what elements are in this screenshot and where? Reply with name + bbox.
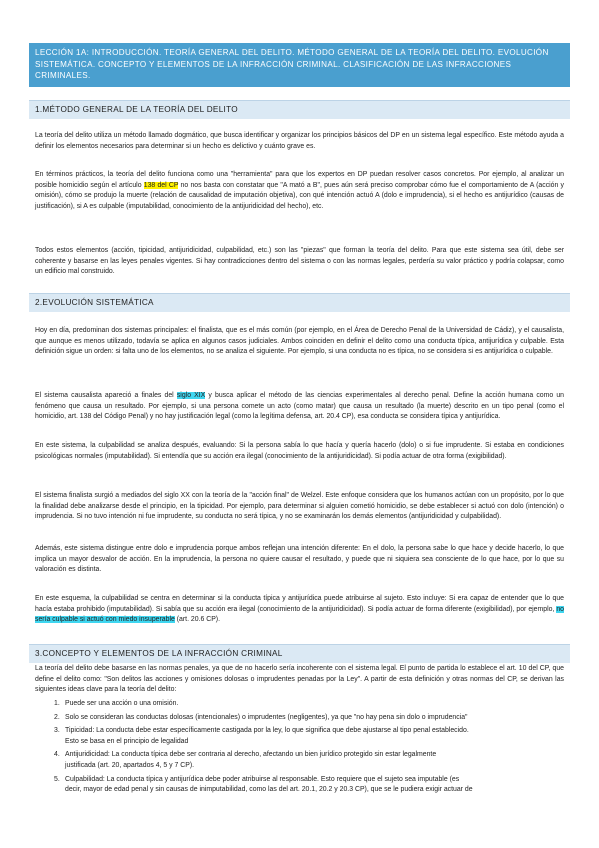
list-item-line: Solo se consideran las conductas dolosas (intencionales) o imprudentes (negligentes), ya que "no hay pena sin dolo o imprudencia": [65, 713, 468, 721]
section3-paragraph-1: La teoría del delito debe basarse en las normas penales, ya que de no hacerlo sería incoherente con el sistema legal. El punto de partida lo establece el art. 10 del CP, que define el delito como: "Son delitos las acciones y omisiones dolosas o imprudentes penadas por la Ley". A partir de esta definición y otras normas del CP, se derivan las siguientes ideas clave para la teoría del delito:: [35, 665, 564, 694]
list-item-line: Antijuridicidad: La conducta típica debe ser contraria al derecho, afectando un bien jurídico protegido sin estar legalmente: [65, 751, 437, 759]
section1-paragraph-2: [35, 170, 564, 212]
section1-p2-text-a: En términos prácticos, la teoría del delito funciona como una "herramienta" para que los expertos en DP puedan resolver casos concretos. Por ejemplo, al analizar un posible homicidio según el artículo: [35, 171, 564, 189]
section-heading-2: 2.EVOLUCIÓN SISTEMÁTICA: [29, 293, 570, 312]
list-item-number: 5.: [54, 775, 60, 783]
section2-paragraph-3: En este sistema, la culpabilidad se analiza después, evaluando: Si la persona sabía lo que hacía y quería hacerlo (dolo) o si fue imprudente. Si estaba en condiciones psicológicas normales (imputabilidad). Si entendía que su acción era ilegal (conocimiento de la antijuridicidad). Si podía actuar de otra forma (exigibilidad).: [35, 442, 564, 460]
list-item-line: Puede ser una acción o una omisión.: [65, 700, 179, 707]
highlight-siglo-xix: siglo XIX: [176, 392, 206, 399]
section2-p2-text-a: El sistema causalista apareció a finales del: [35, 392, 177, 399]
section1-p2-text-b: no nos basta con constatar que "A mató a B", pues aún será preciso comprobar cómo fue el comportamiento de A (acción y omisión), cómo se produjo la muerte (relación de causalidad de imputación objetiva), con qué intención actuó A (dolo e imprudencia), si el hecho es antijurídico (causas de justificación), si A es culpable (imputabilidad, conocimiento de la antijuridicidad del hecho), etc.: [35, 181, 565, 210]
section-heading-3: 3.CONCEPTO Y ELEMENTOS DE LA INFRACCIÓN CRIMINAL: [29, 644, 570, 663]
list-item: [35, 699, 564, 710]
section1-paragraph-1: La teoría del delito utiliza un método llamado dogmático, que busca identificar y organizar los principios básicos del DP en un sistema legal específico. Este método ayuda a definir los elementos necesarios para determinar si un hecho es delictivo y cuánto grave es.: [35, 132, 564, 150]
list-item-number: 2.: [54, 713, 60, 721]
list-item-line: decir, mayor de edad penal y sin causas de inimputabilidad, como las del art. 20.1, 20.2 y 20.3 CP), que se le pudiera exigir actuar de: [65, 786, 473, 794]
lesson-title: LECCIÓN 1A: INTRODUCCIÓN. TEORÍA GENERAL DEL DELITO. MÉTODO GENERAL DE LA TEORÍA DEL DELITO. EVOLUCIÓN SISTEMÁTICA. CONCEPTO Y ELEMENTOS DE LA INFRACCIÓN CRIMINAL. CLASIFICACIÓN DE LAS INFRACCIONES CRIMINALES.: [29, 43, 570, 87]
section2-paragraph-6: [35, 594, 564, 626]
elements-list: [35, 699, 564, 796]
section2-p6-text-b: (art. 20.6 CP).: [174, 616, 220, 624]
list-item-number: 4.: [54, 751, 60, 759]
list-item-line: justificada (art. 20, apartados 4, 5 y 7 CP).: [65, 761, 195, 769]
list-item-number: 1.: [54, 700, 60, 707]
list-item: [35, 713, 564, 724]
section2-p2-text-b: y busca aplicar el método de las ciencias experimentales al derecho penal. Define la acción humana como un fenómeno que causa un resultado. Por ejemplo, si una persona comete un acto (como matar) que causa un resultado (la muerte) descrito en un tipo penal (como el homicidio, art. 138 del Código Penal) y no hay justificación legal (como la legítima defensa, art. 20.4 CP), esa conducta se considera típica y antijurídica.: [35, 392, 564, 421]
list-item: [35, 775, 564, 796]
section1-paragraph-3: Todos estos elementos (acción, tipicidad, antijuridicidad, culpabilidad, etc.) son las "piezas" que forman la teoría del delito. Para que este sistema sea útil, debe ser coherente y basarse en las leyes penales vigentes. Si hay contradicciones dentro del sistema o con las normas legales, perdería su valor práctico y podría colapsar, como un edificio mal construido.: [35, 247, 564, 276]
section2-paragraph-1: Hoy en día, predominan dos sistemas principales: el finalista, que es el más común (por ejemplo, en el Área de Derecho Penal de la Universidad de Cádiz), y el causalista, que aunque es menos utilizado, todavía se aplica en algunos casos judiciales. Ambos coinciden en definir el delito como una conducta típica, antijurídica y culpable. Esta definición sigue un orden: si falta uno de los elementos, no se analiza el siguiente. Por ejemplo, si una conducta no es típica, no se considera si es antijurídica o culpable.: [35, 327, 564, 356]
list-item: [35, 726, 564, 747]
highlight-article-138: 138 del CP: [143, 181, 179, 189]
highlight-miedo-insuperable: no sería culpable si actuó con miedo insuperable: [35, 605, 564, 624]
list-item-line: Esto se basa en el principio de legalidad: [65, 737, 189, 745]
section2-paragraph-5: Además, este sistema distingue entre dolo e imprudencia porque ambos reflejan una intención diferente: En el dolo, la persona sabe lo que hace y decide hacerlo, lo que implica un mayor desvalor de acción. En la imprudencia, la persona no quiere causar el resultado, y puede que ni siquiera sea consciente de lo que hace, por lo que su valoración es distinta.: [35, 545, 564, 574]
list-item-line: Tipicidad: La conducta debe estar específicamente castigada por la ley, lo que significa que debe ajustarse al tipo penal establecido.: [65, 727, 469, 735]
section2-paragraph-4: El sistema finalista surgió a mediados del siglo XX con la teoría de la "acción final" de Welzel. Este enfoque considera que los humanos actúan con un propósito, por lo que la finalidad debe analizarse desde el principio, en la tipicidad. Por ejemplo, para determinar si alguien cometió homicidio, se debe establecer si actuó con dolo (intención) o imprudencia. Si no tuvo intención ni fue imprudente, su conducta no será típica, y no se examinarán los demás elementos (antijuridicidad y culpabilidad).: [35, 492, 564, 521]
section-heading-1: 1.MÉTODO GENERAL DE LA TEORÍA DEL DELITO: [29, 100, 570, 119]
section2-p6-text-a: En este esquema, la culpabilidad se centra en determinar si la conducta típica y antijurídica puede atribuirse al sujeto. Esto incluye: Si era capaz de entender que lo que hacía estaba prohibido (imputabilidad). Si sabía que su acción era ilegal (conocimiento de la antijuridicidad). Si podía actuar de forma diferente (exigibilidad), por ejemplo,: [35, 595, 564, 613]
section2-paragraph-2: [35, 391, 564, 423]
list-item-line: Culpabilidad: La conducta típica y antijurídica debe poder atribuirse al responsable. Esto requiere que el sujeto sea imputable (es: [65, 775, 460, 783]
list-item: [35, 750, 564, 771]
list-item-number: 3.: [54, 727, 60, 735]
